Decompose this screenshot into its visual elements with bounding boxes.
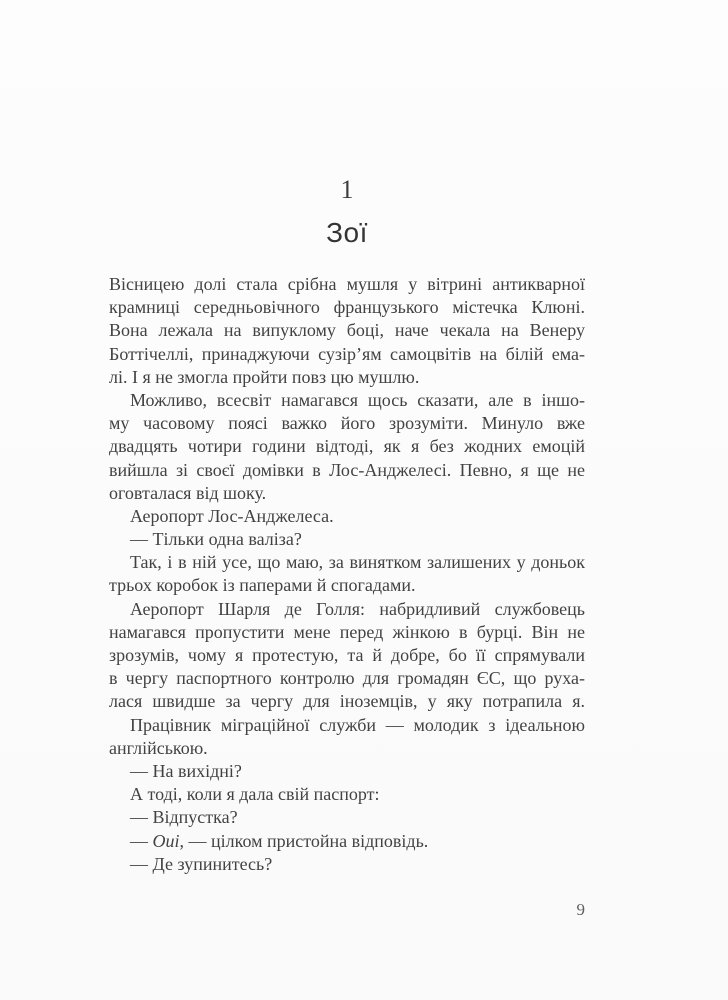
text-segment: Боттічеллі, принаджуючи сузір’ям самоцвітів на білій ема-: [109, 343, 585, 364]
text-segment: намагався пропустити мене перед жінкою в бурці. Він не: [109, 621, 585, 642]
text-segment: вийшла зі своєї домівки в Лос-Анджелесі. Певно, я ще не: [109, 459, 585, 480]
text-segment: Вона лежала на випуклому боці, наче чекала на Венеру: [109, 320, 585, 341]
text-line: [109, 806, 585, 829]
text-segment: двадцять чотири години відтоді, як я без жодних емоцій: [109, 436, 585, 457]
text-line: [109, 296, 585, 319]
text-line: [109, 830, 585, 853]
text-segment: оговталася від шоку.: [109, 482, 267, 503]
text-line: [109, 690, 585, 713]
text-line: [109, 343, 585, 366]
text-line: [109, 667, 585, 690]
text-line: [109, 482, 585, 505]
text-segment: лася швидше за чергу для іноземців, у яку потрапила я.: [109, 691, 585, 712]
text-segment: — Де зупинитесь?: [130, 853, 273, 874]
text-line: [109, 505, 585, 528]
page-number: 9: [576, 900, 585, 919]
text-segment: крамниці середньовічного французького містечка Клюні.: [109, 297, 585, 318]
text-segment: лі. І я не змогла пройти повз цю мушлю.: [109, 366, 420, 387]
text-segment: — На вихідні?: [130, 760, 242, 781]
text-line: [109, 319, 585, 342]
text-segment: Працівник міграційної служби — молодик з ідеальною: [130, 714, 585, 735]
text-line: [109, 737, 585, 760]
text-segment: Можливо, всесвіт намагався щось сказати, але в іншо-: [130, 389, 585, 410]
text-segment: в чергу паспортного контролю для громадян ЄС, що руха-: [109, 668, 585, 689]
text-line: [109, 760, 585, 783]
text-segment: , — цілком пристойна відповідь.: [179, 830, 429, 851]
text-line: [109, 853, 585, 876]
text-line: [109, 644, 585, 667]
text-line: [109, 366, 585, 389]
text-segment: трьох коробок із паперами й спогадами.: [109, 575, 416, 596]
text-line: [109, 528, 585, 551]
text-line: [109, 273, 585, 296]
text-segment: А тоді, коли я дала свій паспорт:: [130, 784, 380, 805]
text-segment: англійською.: [109, 737, 208, 758]
text-line: [109, 783, 585, 806]
text-line: [109, 598, 585, 621]
text-segment: — Відпустка?: [130, 807, 238, 828]
text-line: [109, 551, 585, 574]
text-line: [109, 714, 585, 737]
text-line: [109, 435, 585, 458]
text-line: [109, 459, 585, 482]
text-segment: Аеропорт Лос-Анджелеса.: [130, 505, 334, 526]
text-line: [109, 621, 585, 644]
chapter-number: 1: [340, 175, 354, 204]
text-line: [109, 412, 585, 435]
chapter-title: Зої: [326, 217, 368, 248]
text-segment: — Тільки одна валіза?: [130, 529, 302, 550]
text-line: [109, 574, 585, 597]
body-text-block: [109, 273, 585, 876]
text-segment: зрозумів, чому я протестую, та й добре, бо її спрямували: [109, 645, 585, 665]
text-segment: Вісницею долі стала срібна мушля у вітрині антикварної: [109, 274, 585, 294]
text-segment: Аеропорт Шарля де Голля: набридливий службовець: [130, 598, 585, 619]
italic-text-segment: Oui: [152, 830, 180, 851]
text-line: [109, 389, 585, 412]
text-segment: му часовому поясі важко його зрозуміти. Минуло вже: [109, 413, 585, 434]
text-segment: Так, і в ній усе, що маю, за винятком залишених у доньок: [130, 552, 585, 573]
text-segment: —: [130, 830, 153, 851]
